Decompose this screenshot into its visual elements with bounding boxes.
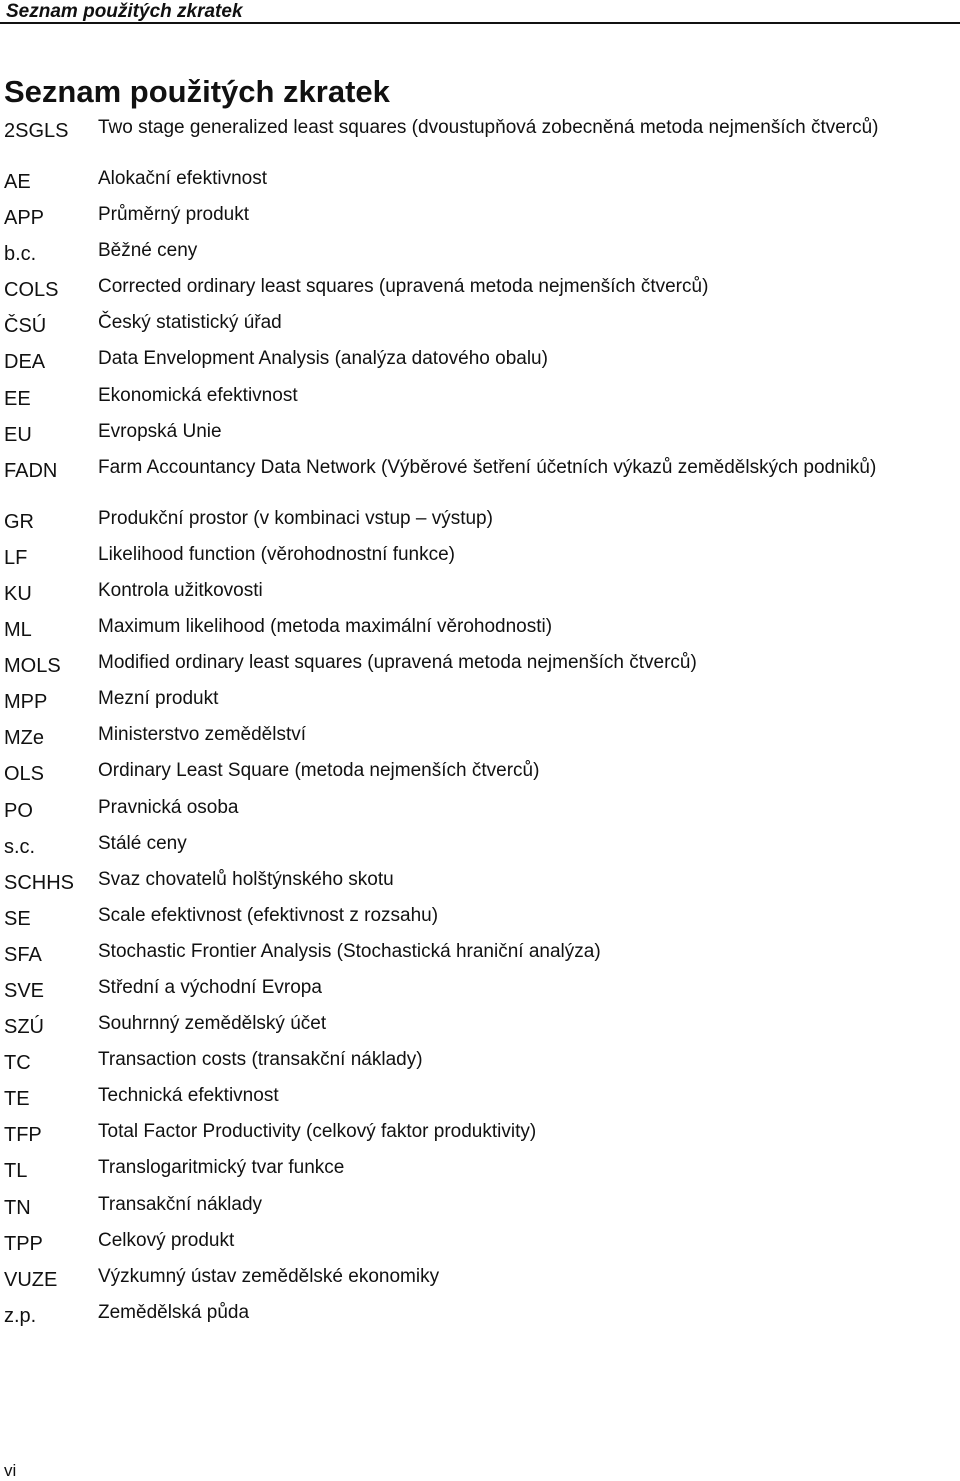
abbreviation-definition: Alokační efektivnost: [98, 168, 267, 189]
abbreviation-definition: Ordinary Least Square (metoda nejmenších čtverců): [98, 760, 540, 782]
abbreviation-definition: Průměrný produkt: [98, 204, 250, 226]
abbreviation-definition: Evropská Unie: [98, 420, 222, 442]
abbreviation-row: [4, 1299, 954, 1335]
abbreviation-definition: Ministerstvo zemědělství: [98, 724, 307, 746]
abbreviation-definition: Zemědělská půda: [98, 1301, 250, 1323]
abbreviation-term: z.p.: [4, 1304, 37, 1327]
abbreviation-definition: Data Envelopment Analysis (analýza datového obalu): [98, 348, 548, 370]
abbreviation-list: [4, 114, 954, 1335]
abbreviation-definition: Stálé ceny: [98, 832, 187, 854]
abbreviation-row: [4, 938, 954, 974]
abbreviation-definition: Farm Accountancy Data Network (Výběrové šetření účetních výkazů zemědělských podniků): [98, 456, 877, 478]
abbreviation-row: [4, 866, 954, 902]
abbreviation-term: SVE: [4, 979, 45, 1002]
abbreviation-term: 2SGLS: [4, 120, 69, 142]
abbreviation-row: [4, 1191, 954, 1227]
abbreviation-definition: Celkový produkt: [98, 1229, 235, 1251]
abbreviation-row: [4, 1118, 954, 1154]
abbreviation-term: EU: [4, 423, 32, 446]
abbreviation-row: [4, 830, 954, 866]
abbreviation-term: COLS: [4, 279, 59, 302]
abbreviation-row: [4, 165, 954, 201]
abbreviation-row: [4, 541, 954, 577]
abbreviation-term: MPP: [4, 691, 48, 714]
abbreviation-term: LF: [4, 546, 28, 569]
abbreviation-definition: Pravnická osoba: [98, 796, 239, 818]
abbreviation-term: TC: [4, 1052, 31, 1075]
abbreviation-definition: Ekonomická efektivnost: [98, 384, 298, 406]
abbreviation-definition: Total Factor Productivity (celkový faktor produktivity): [98, 1121, 537, 1143]
abbreviation-row: [4, 974, 954, 1010]
abbreviation-term: OLS: [4, 763, 45, 786]
abbreviation-row: [4, 1263, 954, 1299]
header-rule: [0, 22, 960, 24]
abbreviation-definition: Běžné ceny: [98, 240, 198, 262]
abbreviation-definition: Likelihood function (věrohodnostní funkce): [98, 543, 456, 565]
abbreviation-definition: Corrected ordinary least squares (upravená metoda nejmenších čtverců): [98, 276, 709, 298]
abbreviation-definition: Stochastic Frontier Analysis (Stochastická hraniční analýza): [98, 940, 601, 962]
abbreviation-definition: Český statistický úřad: [98, 312, 282, 334]
abbreviation-definition: Střední a východní Evropa: [98, 976, 322, 998]
abbreviation-term: VUZE: [4, 1268, 58, 1291]
abbreviation-definition: Mezní produkt: [98, 688, 219, 710]
abbreviation-term: TPP: [4, 1232, 43, 1255]
abbreviation-definition: Transaction costs (transakční náklady): [98, 1049, 423, 1071]
abbreviation-row: [4, 649, 954, 685]
abbreviation-term: ČSÚ: [4, 315, 47, 338]
abbreviation-definition: Transakční náklady: [98, 1193, 263, 1215]
abbreviation-term: TL: [4, 1160, 28, 1183]
abbreviation-term: MOLS: [4, 655, 61, 678]
abbreviation-row: [4, 613, 954, 649]
abbreviation-term: EE: [4, 387, 31, 410]
abbreviation-term: GR: [4, 510, 34, 533]
abbreviation-row: [4, 902, 954, 938]
abbreviation-definition: Scale efektivnost (efektivnost z rozsahu): [98, 904, 439, 926]
abbreviation-definition: Modified ordinary least squares (upravená metoda nejmenších čtverců): [98, 652, 697, 674]
abbreviation-term: MZe: [4, 727, 44, 750]
abbreviation-definition: Two stage generalized least squares (dvoustupňová zobecněná metoda nejmenších čtverců): [98, 117, 879, 138]
abbreviation-row: [4, 1010, 954, 1046]
abbreviation-row: [4, 1046, 954, 1082]
abbreviation-definition: Svaz chovatelů holštýnského skotu: [98, 868, 394, 890]
abbreviation-row: [4, 114, 954, 165]
abbreviation-row: [4, 1154, 954, 1190]
abbreviation-row: [4, 685, 954, 721]
abbreviation-term: TFP: [4, 1124, 42, 1147]
abbreviation-term: PO: [4, 799, 33, 822]
abbreviation-term: KU: [4, 582, 32, 605]
abbreviation-row: [4, 1082, 954, 1118]
abbreviation-definition: Maximum likelihood (metoda maximální věrohodnosti): [98, 616, 553, 638]
abbreviation-definition: Výzkumný ústav zemědělské ekonomiky: [98, 1265, 440, 1287]
abbreviation-definition: Kontrola užitkovosti: [98, 579, 263, 601]
abbreviation-row: [4, 721, 954, 757]
abbreviation-row: [4, 454, 954, 505]
page-title: Seznam použitých zkratek: [4, 74, 390, 109]
abbreviation-term: TE: [4, 1088, 30, 1111]
abbreviation-definition: Translogaritmický tvar funkce: [98, 1157, 345, 1179]
page-number: vi: [4, 1461, 17, 1480]
abbreviation-term: APP: [4, 207, 45, 230]
abbreviation-term: SZÚ: [4, 1016, 44, 1039]
abbreviation-definition: Souhrnný zemědělský účet: [98, 1013, 327, 1035]
abbreviation-definition: Produkční prostor (v kombinaci vstup – výstup): [98, 507, 493, 529]
abbreviation-term: b.c.: [4, 243, 37, 266]
abbreviation-row: [4, 237, 954, 273]
abbreviation-row: [4, 505, 954, 541]
abbreviation-definition: Technická efektivnost: [98, 1085, 279, 1107]
abbreviation-term: s.c.: [4, 835, 36, 858]
abbreviation-term: SFA: [4, 943, 42, 966]
abbreviation-row: [4, 418, 954, 454]
running-header: Seznam použitých zkratek: [6, 1, 243, 22]
abbreviation-row: [4, 345, 954, 381]
abbreviation-term: FADN: [4, 459, 58, 482]
abbreviation-term: DEA: [4, 351, 46, 374]
abbreviation-term: AE: [4, 171, 31, 193]
abbreviation-row: [4, 757, 954, 793]
abbreviation-row: [4, 577, 954, 613]
abbreviation-row: [4, 1227, 954, 1263]
abbreviation-row: [4, 201, 954, 237]
abbreviation-row: [4, 382, 954, 418]
abbreviation-term: ML: [4, 619, 32, 642]
abbreviation-term: SE: [4, 907, 31, 930]
abbreviation-row: [4, 794, 954, 830]
abbreviation-term: SCHHS: [4, 871, 75, 894]
abbreviation-row: [4, 309, 954, 345]
abbreviation-term: TN: [4, 1196, 31, 1219]
abbreviation-row: [4, 273, 954, 309]
